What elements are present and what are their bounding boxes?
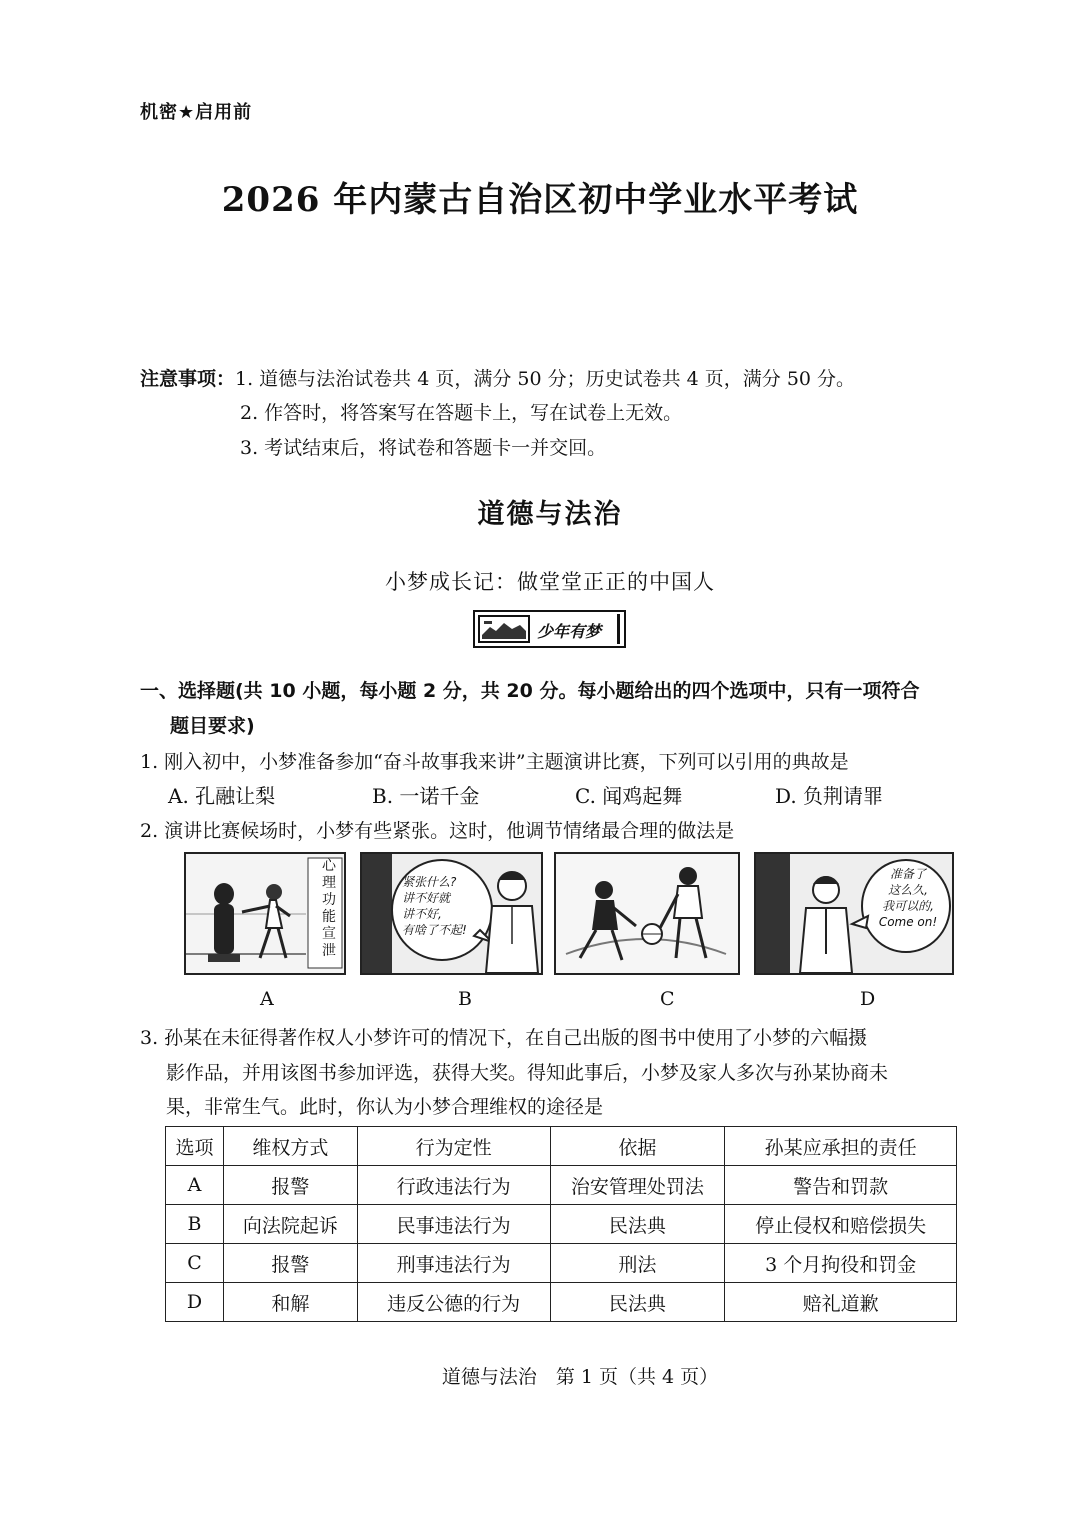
table-cell: 民法典 — [550, 1205, 725, 1244]
question-2-image-a[interactable] — [184, 852, 346, 975]
table-cell: 刑事违法行为 — [357, 1244, 550, 1283]
table-cell: 行政违法行为 — [357, 1166, 550, 1205]
table-row[interactable] — [166, 1205, 957, 1244]
theme-subtitle: 小梦成长记：做堂堂正正的中国人 — [385, 570, 715, 594]
table-cell: 治安管理处罚法 — [550, 1166, 725, 1205]
page-footer: 道德与法治 第 1 页（共 4 页） — [441, 1366, 719, 1388]
question-1-option-c[interactable]: C. 闻鸡起舞 — [575, 784, 683, 808]
table-header: 孙某应承担的责任 — [725, 1127, 957, 1166]
question-2-image-b[interactable] — [360, 852, 543, 975]
bubble-line: 讲不好, — [402, 907, 442, 921]
question-1-stem: 1. 刚入初中，小梦准备参加“奋斗故事我来讲”主题演讲比赛，下列可以引用的典故是 — [140, 751, 849, 773]
notice-item: 3. 考试结束后，将试卷和答题卡一并交回。 — [240, 437, 607, 459]
table-cell: A — [166, 1166, 224, 1205]
question-3-stem: 3. 孙某在未征得著作权人小梦许可的情况下，在自己出版的图书中使用了小梦的六幅摄 — [140, 1027, 868, 1049]
table-cell: 停止侵权和赔偿损失 — [725, 1205, 957, 1244]
sign-char: 泄 — [322, 943, 336, 959]
table-cell: 违反公德的行为 — [357, 1283, 550, 1322]
question-3-table — [165, 1126, 957, 1322]
bubble-line: 紧张什么? — [402, 875, 457, 889]
question-2-letter-b[interactable]: B — [458, 988, 472, 1010]
question-1-option-a[interactable]: A. 孔融让梨 — [168, 784, 276, 808]
table-header-row — [166, 1127, 957, 1166]
notice-item: 1. 道德与法治试卷共 4 页，满分 50 分；历史试卷共 4 页，满分 50 分。 — [235, 368, 856, 390]
table-row[interactable] — [166, 1244, 957, 1283]
badge-illustration — [478, 615, 530, 643]
table-header: 维权方式 — [223, 1127, 357, 1166]
question-3-stem-cont: 影作品，并用该图书参加评选，获得大奖。得知此事后，小梦及家人多次与孙某协商未 — [166, 1062, 889, 1084]
table-cell: 民法典 — [550, 1283, 725, 1322]
section-heading-cont: 题目要求) — [170, 715, 255, 737]
table-header: 行为定性 — [357, 1127, 550, 1166]
question-2-letter-d[interactable]: D — [860, 988, 876, 1010]
table-cell: 警告和罚款 — [725, 1166, 957, 1205]
badge-label: 少年有梦 — [537, 622, 602, 641]
section-heading: 一、选择题(共 10 小题，每小题 2 分，共 20 分。每小题给出的四个选项中，只有一项符合 — [140, 680, 920, 702]
table-cell: 赔礼道歉 — [725, 1283, 957, 1322]
table-cell: 刑法 — [550, 1244, 725, 1283]
subject-title: 道德与法治 — [477, 499, 623, 530]
panel-b-bubble — [402, 874, 467, 938]
table-cell: 报警 — [223, 1166, 357, 1205]
question-2-stem: 2. 演讲比赛候场时，小梦有些紧张。这时，他调节情绪最合理的做法是 — [140, 820, 735, 842]
notice-line-1 — [140, 364, 855, 391]
sign-char: 功 — [322, 892, 336, 908]
table-row[interactable] — [166, 1283, 957, 1322]
sign-char: 宣 — [322, 926, 336, 942]
bubble-line: Come on! — [878, 915, 938, 929]
table-cell: B — [166, 1205, 224, 1244]
table-cell: C — [166, 1244, 224, 1283]
panel-d-bubble — [868, 866, 948, 930]
sign-char: 能 — [322, 909, 336, 925]
question-2-image-c[interactable] — [554, 852, 740, 975]
bubble-line: 我可以的, — [882, 899, 934, 913]
notice-label: 注意事项： — [140, 368, 236, 390]
question-2-image-d[interactable] — [754, 852, 954, 975]
table-header: 依据 — [550, 1127, 725, 1166]
question-2-letter-a[interactable]: A — [260, 988, 274, 1010]
exam-title: 2026 年内蒙古自治区初中学业水平考试 — [221, 180, 859, 220]
question-1-option-d[interactable]: D. 负荆请罪 — [775, 784, 884, 808]
table-cell: 报警 — [223, 1244, 357, 1283]
bubble-line: 有啥了不起! — [402, 923, 467, 937]
bubble-line: 这么久, — [888, 883, 928, 897]
table-cell: 和解 — [223, 1283, 357, 1322]
section-badge — [473, 610, 626, 648]
bubble-line: 准备了 — [889, 867, 926, 881]
table-cell: 向法院起诉 — [223, 1205, 357, 1244]
confidential-mark: 机密★启用前 — [140, 102, 253, 123]
table-header: 选项 — [166, 1127, 224, 1166]
panel-a-sign — [320, 858, 338, 960]
question-3-stem-cont: 果，非常生气。此时，你认为小梦合理维权的途径是 — [166, 1096, 604, 1118]
table-cell: 民事违法行为 — [357, 1205, 550, 1244]
table-cell: D — [166, 1283, 224, 1322]
sign-char: 理 — [322, 875, 336, 891]
question-1-option-b[interactable]: B. 一诺千金 — [372, 784, 480, 808]
badge-bar — [617, 614, 620, 644]
notice-item: 2. 作答时，将答案写在答题卡上，写在试卷上无效。 — [240, 402, 683, 424]
sign-char: 心 — [322, 858, 336, 874]
question-2-letter-c[interactable]: C — [660, 988, 675, 1010]
table-cell: 3 个月拘役和罚金 — [725, 1244, 957, 1283]
table-row[interactable] — [166, 1166, 957, 1205]
bubble-line: 讲不好就 — [402, 891, 451, 905]
